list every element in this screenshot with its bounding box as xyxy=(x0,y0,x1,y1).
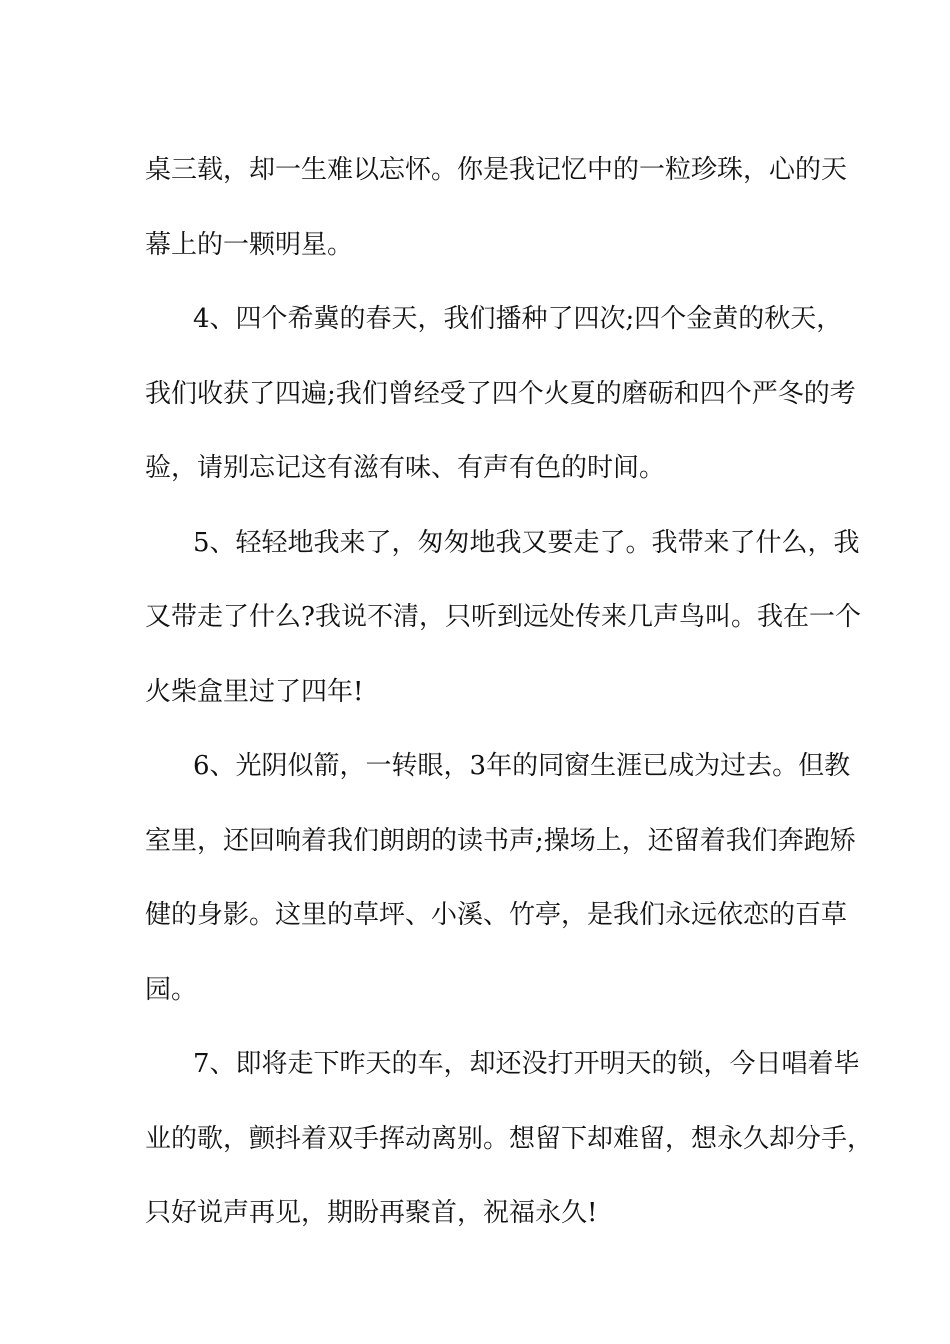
paragraph-5-start: 5、轻轻地我来了，匆匆地我又要走了。我带来了什么，我 xyxy=(193,527,860,558)
text-line: 健的身影。这里的草坪、小溪、竹亭，是我们永远依恋的百草 xyxy=(145,900,848,930)
paragraph-4-start: 4、四个希冀的春天，我们播种了四次;四个金黄的秋天， xyxy=(193,304,843,334)
text-line: 火柴盒里过了四年! xyxy=(145,676,364,707)
text-line: 园。 xyxy=(145,974,198,1005)
text-line: 只好说声再见，期盼再聚首，祝福永久! xyxy=(145,1198,598,1228)
paragraph-7-start: 7、即将走下昨天的车，却还没打开明天的锁，今日唱着毕 xyxy=(193,1049,860,1079)
text-line: 又带走了什么?我说不清，只听到远处传来几声鸟叫。我在一个 xyxy=(145,602,861,632)
text-line: 室里，还回响着我们朗朗的读书声;操场上，还留着我们奔跑矫 xyxy=(145,825,856,856)
paragraph-6-start: 6、光阴似箭，一转眼，3年的同窗生涯已成为过去。但教 xyxy=(193,751,851,781)
document-body xyxy=(145,133,874,1251)
text-line: 桌三载，却一生难以忘怀。你是我记忆中的一粒珍珠，心的天 xyxy=(145,155,848,185)
text-line: 业的歌，颤抖着双手挥动离别。想留下却难留，想永久却分手， xyxy=(145,1123,874,1154)
text-line: 幕上的一颗明星。 xyxy=(145,229,354,260)
text-line: 我们收获了四遍;我们曾经受了四个火夏的磨砺和四个严冬的考 xyxy=(145,378,856,409)
text-line: 验，请别忘记这有滋有味、有声有色的时间。 xyxy=(145,453,666,483)
